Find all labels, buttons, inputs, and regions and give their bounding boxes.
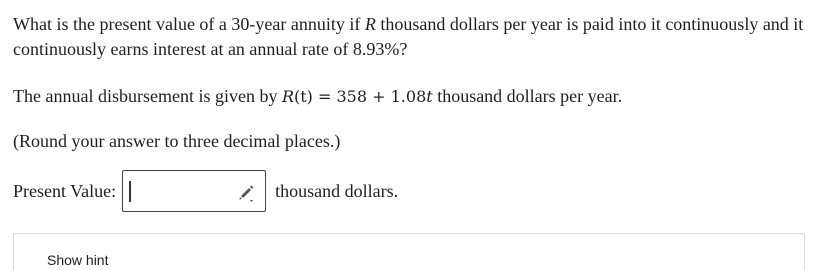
answer-suffix: thousand dollars. <box>275 180 399 201</box>
intro-text-b: thousand dollars per year is paid into it continuously and it continuously earns interest at an annual rate of 8.93%? <box>13 14 804 59</box>
formula-arg: (t) <box>294 87 313 106</box>
show-hint-button[interactable]: Show hint <box>47 252 109 268</box>
formula-t: t <box>426 87 433 106</box>
rounding-note: (Round your answer to three decimal places.) <box>13 131 341 151</box>
hint-panel <box>13 233 805 270</box>
formula-eq: = 358 + 1.08 <box>312 87 427 106</box>
intro-variable: R <box>364 14 376 34</box>
question-intro <box>13 12 813 62</box>
disbursement-formula <box>282 87 433 106</box>
disbursement-suffix: thousand dollars per year. <box>432 86 623 106</box>
formula-lhs: R <box>281 87 294 106</box>
question-text <box>13 12 813 154</box>
intro-text-a: What is the present value of a 30-year annuity if <box>13 14 365 34</box>
disbursement-statement <box>13 84 813 109</box>
answer-box[interactable] <box>122 170 266 212</box>
answer-label: Present Value: <box>13 180 117 201</box>
answer-row <box>13 170 398 212</box>
text-caret <box>129 181 131 202</box>
disbursement-prefix: The annual disbursement is given by <box>13 86 282 106</box>
pencil-icon[interactable] <box>237 181 257 203</box>
